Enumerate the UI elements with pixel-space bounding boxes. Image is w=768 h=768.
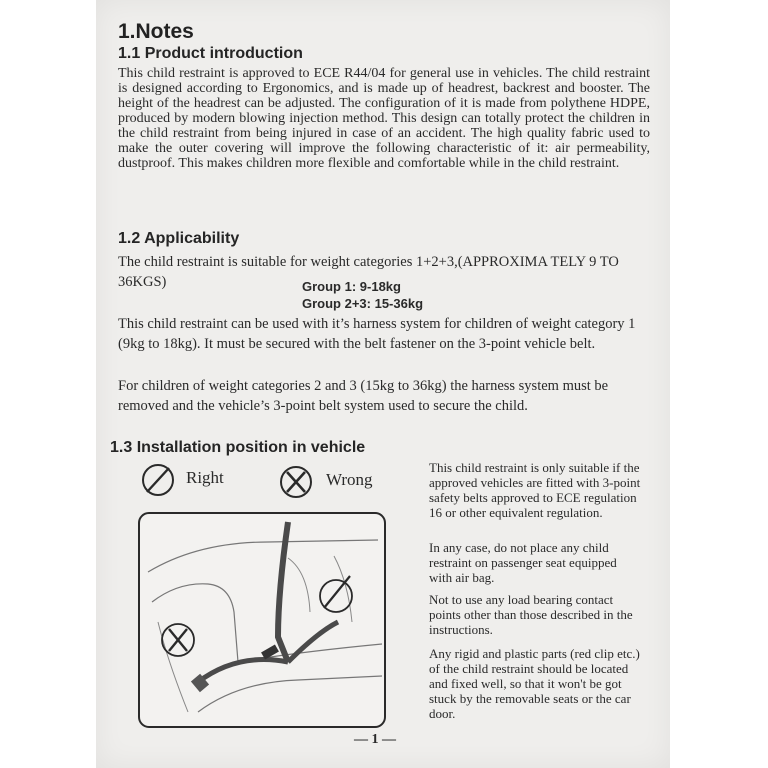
- note-approved-vehicles: This child restraint is only suitable if the approved vehicles are fitted with 3-point safety belts approved to ECE regulation 16 or other equivalent regulation.: [429, 460, 641, 520]
- section-title-installation: 1.3 Installation position in vehicle: [110, 439, 366, 456]
- note-load-bearing: Not to use any load bearing contact points other than those described in the instructions.: [429, 592, 633, 637]
- right-mark-icon: [140, 462, 176, 498]
- product-introduction-text: This child restraint is approved to ECE R44/04 for general use in vehicles. The child restraint is designed according to Ergonomics, and is made up of headrest, backrest and booster. The height of the headrest can be adjusted. The configuration of it is made from polythene HDPE, produced by modern blowing injection method. This design can totally protect the children in the child restraint from being injured in case of an accident. The high quality fabric used to make the outer covering will improve the following characteristic of it: air permeability, dustproof. This makes children more flexible and comfortable while in the child restraint.: [118, 66, 650, 171]
- applicability-belt-text: For children of weight categories 2 and 3 (15kg to 36kg) the harness system must be removed and the vehicle’s 3-point belt system used to secure the child.: [118, 378, 609, 414]
- vehicle-seat-illustration: [138, 512, 386, 728]
- note-rigid-parts: Any rigid and plastic parts (red clip etc.) of the child restraint should be located and fixed well, so that it won't be got stuck by the removable seats or the car door.: [429, 646, 640, 721]
- group-1-weight: Group 1: 9-18kg: [302, 279, 401, 294]
- manual-page: [96, 0, 670, 768]
- section-title-applicability: 1.2 Applicability: [118, 230, 240, 247]
- applicability-harness-text: This child restraint can be used with it’s harness system for children of weight category 1 (9kg to 18kg). It must be secured with the belt fastener on the 3-point vehicle belt.: [118, 316, 636, 352]
- note-air-bag: In any case, do not place any child restraint on passenger seat equipped with air bag.: [429, 540, 617, 585]
- applicability-intro: The child restraint is suitable for weight categories 1+2+3,(APPROXIMA TELY 9 TO 36KGS): [118, 254, 619, 290]
- wrong-label: Wrong: [326, 470, 373, 489]
- page-number: — 1 —: [354, 732, 396, 747]
- section-title-product-introduction: 1.1 Product introduction: [118, 45, 303, 62]
- right-label: Right: [186, 468, 224, 487]
- page-heading: 1.Notes: [118, 20, 194, 43]
- group-2-3-weight: Group 2+3: 15-36kg: [302, 296, 424, 311]
- wrong-mark-icon: [278, 464, 314, 500]
